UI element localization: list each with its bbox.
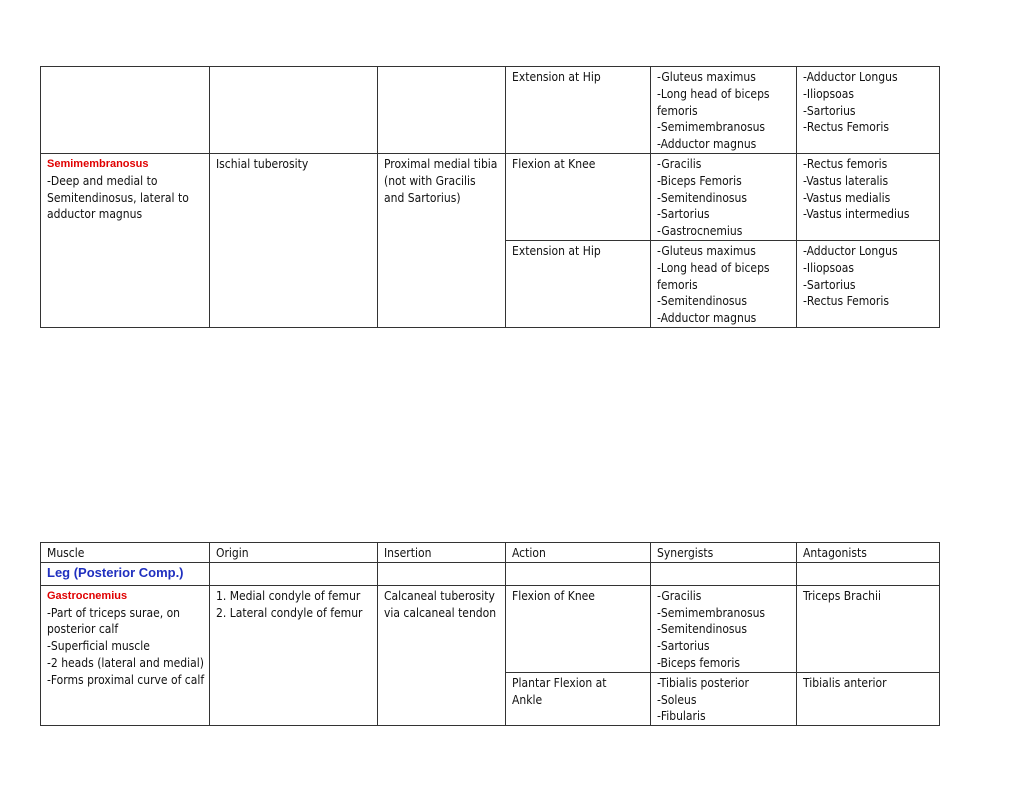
synergist-item: -Adductor magnus	[657, 137, 757, 152]
synergist-item: -Semimembranosus	[657, 120, 766, 135]
synergists-cell	[651, 672, 797, 725]
muscle-note: -Part of triceps surae, on	[47, 605, 181, 620]
antagonists-cell	[797, 585, 940, 672]
antagonists-cell	[797, 153, 940, 240]
empty-cell	[210, 562, 378, 585]
header-row	[41, 543, 940, 563]
synergist-item: -Semitendinosus	[657, 622, 748, 637]
section-title: Leg (Posterior Comp.)	[47, 564, 184, 580]
antagonists-cell	[797, 672, 940, 725]
synergist-item: -Gracilis	[657, 156, 702, 171]
section-row	[41, 562, 940, 585]
muscle-note: -Forms proximal curve of calf	[47, 672, 205, 687]
synergist-item: -Fibularis	[657, 709, 706, 724]
empty-cell	[378, 67, 506, 154]
muscle-cell	[41, 153, 210, 327]
action-cell	[506, 153, 651, 240]
header-origin	[210, 543, 378, 563]
action-text: Flexion of Knee	[512, 588, 595, 603]
antagonists-cell	[797, 67, 940, 154]
empty-cell	[797, 562, 940, 585]
synergists-cell	[651, 153, 797, 240]
muscle-note: -Deep and medial to	[47, 173, 158, 188]
header-insertion	[378, 543, 506, 563]
empty-cell	[41, 67, 210, 154]
antagonist-item: -Sartorius	[803, 277, 856, 292]
insertion-text: Calcaneal tuberosity	[384, 588, 495, 603]
antagonist-item: -Iliopsoas	[803, 86, 855, 101]
action-cell	[506, 67, 651, 154]
synergist-item: -Biceps Femoris	[657, 173, 742, 188]
antagonist-item: -Adductor Longus	[803, 243, 898, 258]
insertion-text: Proximal medial tibia	[384, 156, 498, 171]
muscle-note: adductor magnus	[47, 207, 143, 222]
synergists-cell	[651, 585, 797, 672]
empty-cell	[378, 562, 506, 585]
synergist-item: femoris	[657, 103, 698, 118]
muscle-note: Semitendinosus, lateral to	[47, 190, 189, 205]
table-row	[41, 67, 940, 154]
action-text: Ankle	[512, 692, 543, 707]
action-cell	[506, 240, 651, 327]
empty-cell	[506, 562, 651, 585]
action-cell	[506, 672, 651, 725]
muscle-note: -Superficial muscle	[47, 639, 150, 654]
action-text: Flexion at Knee	[512, 156, 596, 171]
header-antagonists	[797, 543, 940, 563]
muscle-name: Gastrocnemius	[47, 589, 128, 602]
origin-text: 1. Medial condyle of femur	[216, 588, 361, 603]
synergist-item: -Biceps femoris	[657, 655, 740, 670]
origin-text: Ischial tuberosity	[216, 156, 309, 171]
synergists-cell	[651, 67, 797, 154]
muscle-note: -2 heads (lateral and medial)	[47, 655, 204, 670]
table-row	[41, 153, 940, 240]
insertion-cell	[378, 585, 506, 725]
insertion-cell	[378, 153, 506, 327]
muscle-cell	[41, 585, 210, 725]
synergist-item: -Gluteus maximus	[657, 243, 756, 258]
antagonist-item: Triceps Brachii	[803, 588, 881, 603]
synergist-item: -Tibialis posterior	[657, 675, 749, 690]
antagonist-item: -Vastus lateralis	[803, 173, 889, 188]
synergist-item: -Gastrocnemius	[657, 224, 743, 239]
antagonists-cell	[797, 240, 940, 327]
antagonist-item: -Rectus Femoris	[803, 120, 889, 135]
header-text: Insertion	[384, 546, 432, 560]
antagonist-item: -Rectus femoris	[803, 156, 888, 171]
header-text: Action	[512, 546, 546, 560]
origin-cell	[210, 585, 378, 725]
action-text: Extension at Hip	[512, 243, 601, 258]
header-action	[506, 543, 651, 563]
origin-cell	[210, 153, 378, 327]
empty-cell	[651, 562, 797, 585]
header-text: Antagonists	[803, 546, 867, 560]
action-text: Extension at Hip	[512, 70, 601, 84]
empty-cell	[210, 67, 378, 154]
synergist-item: -Gluteus maximus	[657, 70, 756, 84]
header-text: Muscle	[47, 546, 85, 560]
semimembranosus-table	[40, 66, 940, 328]
synergist-item: -Long head of biceps	[657, 86, 770, 101]
synergist-item: -Semitendinosus	[657, 190, 748, 205]
synergist-item: -Gracilis	[657, 588, 702, 603]
synergist-item: -Semimembranosus	[657, 605, 766, 620]
header-text: Synergists	[657, 546, 714, 560]
synergists-cell	[651, 240, 797, 327]
section-title-cell	[41, 562, 210, 585]
action-cell	[506, 585, 651, 672]
action-text: Plantar Flexion at	[512, 675, 607, 690]
synergist-item: -Semitendinosus	[657, 294, 748, 309]
antagonist-item: Tibialis anterior	[803, 675, 887, 690]
muscle-name: Semimembranosus	[47, 157, 149, 170]
antagonist-item: -Vastus medialis	[803, 190, 891, 205]
insertion-text: via calcaneal tendon	[384, 605, 497, 620]
antagonist-item: -Vastus intermedius	[803, 207, 910, 222]
muscle-note: posterior calf	[47, 622, 119, 637]
synergist-item: -Sartorius	[657, 207, 710, 222]
synergist-item: femoris	[657, 277, 698, 292]
header-text: Origin	[216, 546, 249, 560]
insertion-text: and Sartorius)	[384, 190, 461, 205]
synergist-item: -Long head of biceps	[657, 260, 770, 275]
insertion-text: (not with Gracilis	[384, 173, 476, 188]
antagonist-item: -Rectus Femoris	[803, 294, 889, 309]
header-synergists	[651, 543, 797, 563]
header-muscle	[41, 543, 210, 563]
table-row	[41, 585, 940, 672]
antagonist-item: -Adductor Longus	[803, 70, 898, 84]
antagonist-item: -Iliopsoas	[803, 260, 855, 275]
origin-text: 2. Lateral condyle of femur	[216, 605, 363, 620]
gastrocnemius-table	[40, 542, 940, 726]
antagonist-item: -Sartorius	[803, 103, 856, 118]
synergist-item: -Sartorius	[657, 639, 710, 654]
synergist-item: -Soleus	[657, 692, 697, 707]
synergist-item: -Adductor magnus	[657, 311, 757, 326]
